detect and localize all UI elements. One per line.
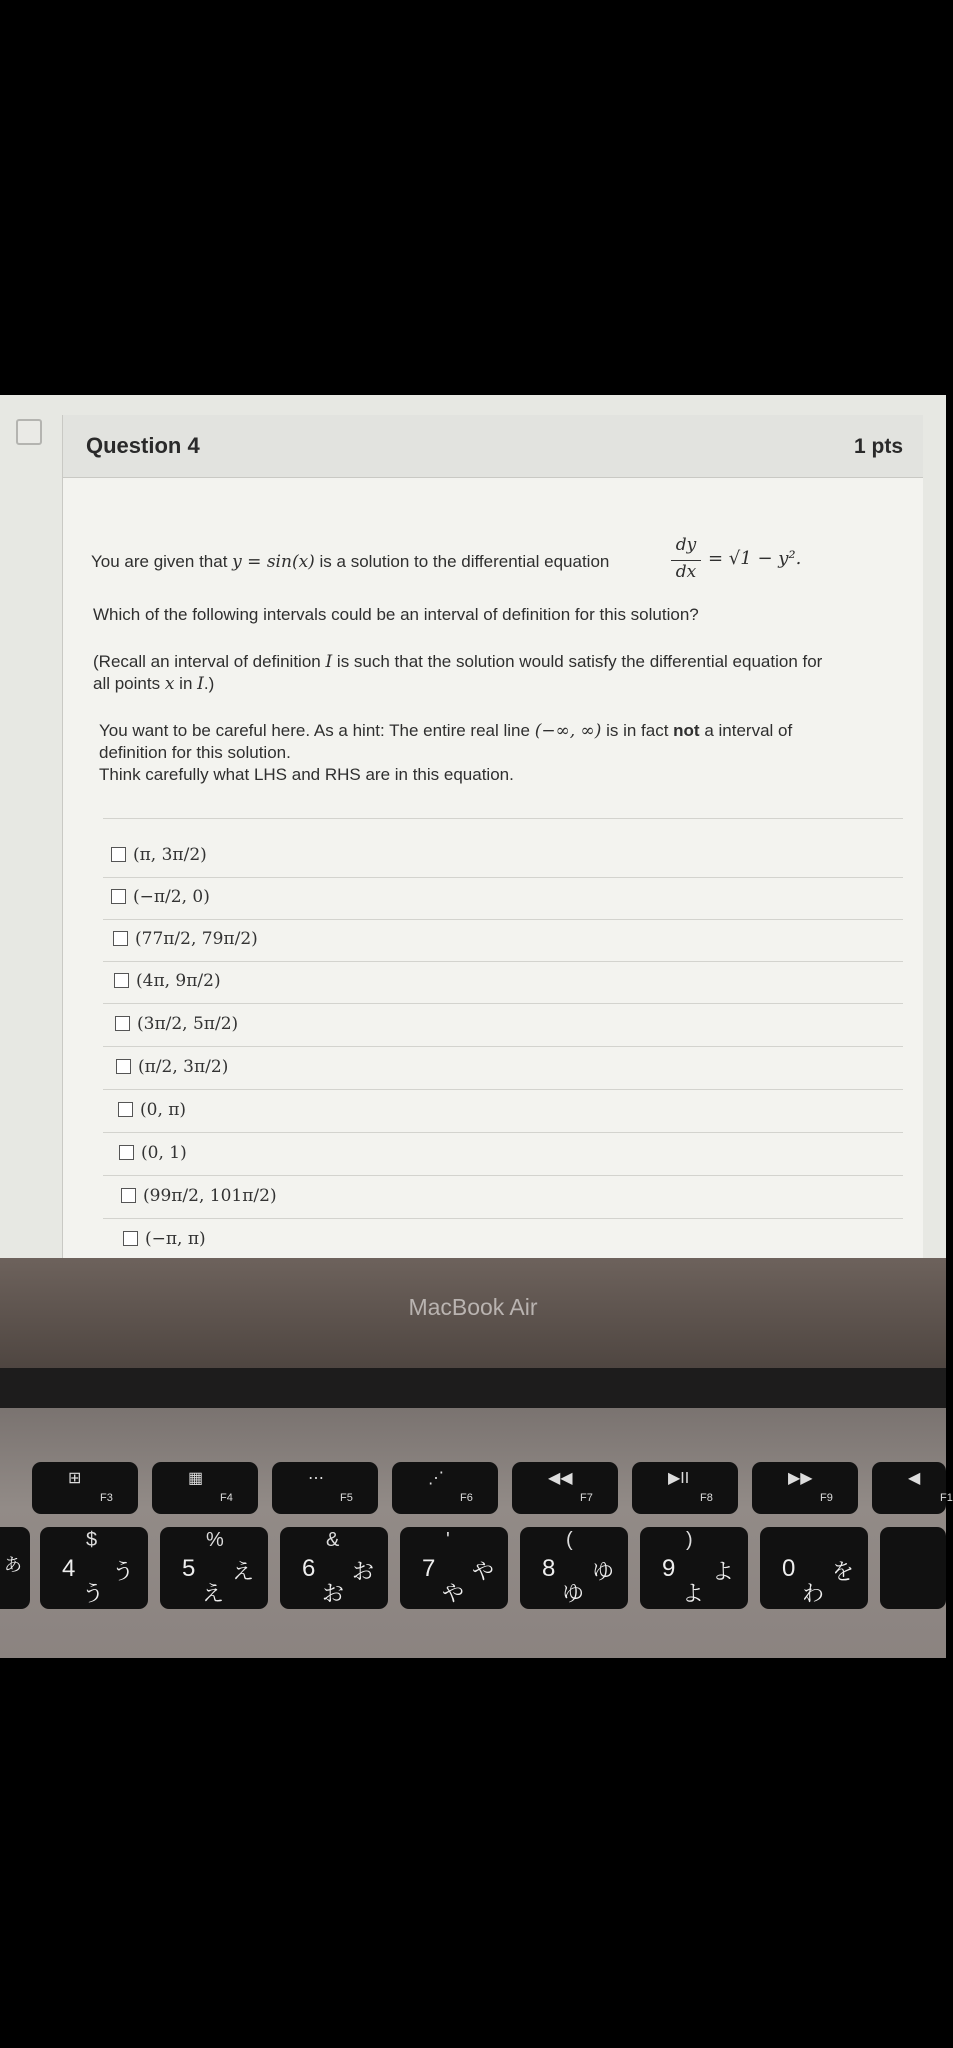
- key-kana-lower: ゆ: [562, 1581, 585, 1606]
- option-checkbox[interactable]: [113, 931, 128, 946]
- option-checkbox[interactable]: [111, 889, 126, 904]
- key-kana: う: [112, 1559, 135, 1584]
- rewind-icon: ◀◀: [548, 1470, 573, 1487]
- option-label: (π/2, 3π/2): [138, 1057, 229, 1077]
- derivative-denominator: dx: [675, 562, 697, 582]
- key-symbol: ): [686, 1529, 693, 1551]
- key-number: 9: [662, 1555, 676, 1582]
- option-label: (0, π): [140, 1100, 187, 1120]
- option-divider: [103, 919, 903, 920]
- function-key-label: F9: [820, 1492, 833, 1504]
- hint-note: You want to be careful here. As a hint: The entire real line (−∞, ∞) is in fact not a interval of definition for this solution. Think carefully what LHS and RHS are in this equation.: [99, 721, 793, 784]
- option-checkbox[interactable]: [123, 1231, 138, 1246]
- key-kana-lower: や: [442, 1581, 465, 1606]
- key-number: 6: [302, 1555, 316, 1582]
- key-kana-lower: わ: [802, 1581, 825, 1606]
- answer-option[interactable]: [111, 843, 207, 867]
- answer-option[interactable]: [118, 1098, 186, 1122]
- keyboard-dim-icon: ⋯: [308, 1470, 324, 1487]
- launchpad-icon: ▦: [188, 1470, 204, 1487]
- key-kana-lower: う: [82, 1581, 105, 1606]
- key-symbol: %: [206, 1529, 224, 1551]
- answer-option[interactable]: [123, 1227, 206, 1251]
- option-checkbox[interactable]: [115, 1016, 130, 1031]
- question-title: Question 4: [86, 433, 200, 458]
- key-symbol: $: [86, 1529, 98, 1551]
- key-kana: を: [832, 1559, 855, 1584]
- option-label: (−π, π): [145, 1229, 206, 1249]
- function-key[interactable]: [512, 1462, 618, 1514]
- number-key[interactable]: [520, 1527, 628, 1609]
- key-number: 7: [422, 1555, 436, 1582]
- mission-control-icon: ⊞: [68, 1470, 82, 1487]
- key-symbol: &: [326, 1529, 340, 1551]
- key-kana: ゆ: [592, 1559, 615, 1584]
- option-divider: [103, 1132, 903, 1133]
- derivative-numerator: dy: [675, 535, 697, 555]
- option-divider: [103, 1003, 903, 1004]
- option-checkbox[interactable]: [114, 973, 129, 988]
- option-label: (3π/2, 5π/2): [137, 1014, 239, 1034]
- function-key-label: F6: [460, 1492, 473, 1504]
- key-kana-lower: お: [322, 1581, 345, 1606]
- option-label: (4π, 9π/2): [136, 971, 221, 991]
- option-label: (−π/2, 0): [133, 887, 210, 907]
- number-key[interactable]: [400, 1527, 508, 1609]
- play-pause-icon: ▶II: [668, 1470, 690, 1487]
- function-key-label: F4: [220, 1492, 233, 1504]
- minus-key[interactable]: [880, 1527, 946, 1609]
- option-label: (99π/2, 101π/2): [143, 1186, 277, 1206]
- answer-option[interactable]: [116, 1055, 228, 1079]
- option-checkbox[interactable]: [116, 1059, 131, 1074]
- function-key[interactable]: [632, 1462, 738, 1514]
- flag-icon[interactable]: [16, 419, 42, 445]
- question-line-1: You are given that y = sin(x) is a solution to the differential equation: [91, 552, 610, 572]
- key-number: 0: [782, 1555, 796, 1582]
- option-checkbox[interactable]: [118, 1102, 133, 1117]
- key-kana: よ: [712, 1559, 735, 1584]
- function-key-label: F3: [100, 1492, 113, 1504]
- function-key[interactable]: [32, 1462, 138, 1514]
- option-checkbox[interactable]: [111, 847, 126, 862]
- function-key-label: F1: [940, 1492, 953, 1504]
- option-divider: [103, 1218, 903, 1219]
- answer-option[interactable]: [119, 1141, 187, 1165]
- option-label: (π, 3π/2): [133, 845, 207, 865]
- number-key[interactable]: [640, 1527, 748, 1609]
- laptop-hinge: [0, 1368, 946, 1408]
- answer-option[interactable]: [111, 885, 210, 909]
- mute-icon: ◀: [908, 1470, 921, 1487]
- option-divider: [103, 877, 903, 878]
- question-card: [62, 415, 923, 1260]
- brand-label: MacBook Air: [408, 1294, 538, 1320]
- question-points: 1 pts: [853, 435, 903, 458]
- key-number: 4: [62, 1555, 76, 1582]
- divider: [103, 818, 903, 819]
- number-key[interactable]: [160, 1527, 268, 1609]
- function-key[interactable]: [752, 1462, 858, 1514]
- option-label: (0, 1): [141, 1143, 187, 1163]
- function-key[interactable]: [152, 1462, 258, 1514]
- key-kana: え: [232, 1559, 255, 1584]
- key-kana: お: [352, 1559, 375, 1584]
- answer-option[interactable]: [115, 1012, 238, 1036]
- answer-option[interactable]: [113, 927, 258, 951]
- option-divider: [103, 961, 903, 962]
- function-key-label: F8: [700, 1492, 713, 1504]
- function-key-label: F7: [580, 1492, 593, 1504]
- option-divider: [103, 1089, 903, 1090]
- equation-rhs: = √1 − y².: [708, 548, 802, 569]
- answer-option[interactable]: [121, 1184, 277, 1208]
- option-checkbox[interactable]: [121, 1188, 136, 1203]
- key-number: 8: [542, 1555, 556, 1582]
- fraction-bar: [671, 560, 701, 561]
- function-key[interactable]: [272, 1462, 378, 1514]
- recall-note: (Recall an interval of definition I is such that the solution would satisfy the differential equation for all points x in I.): [93, 652, 823, 694]
- key-kana: あ: [4, 1555, 22, 1575]
- number-key[interactable]: [40, 1527, 148, 1609]
- function-key-label: F5: [340, 1492, 353, 1504]
- number-key[interactable]: [0, 1527, 30, 1609]
- key-symbol: (: [566, 1529, 573, 1551]
- option-label: (77π/2, 79π/2): [135, 929, 258, 949]
- key-number: 5: [182, 1555, 196, 1582]
- key-symbol: ': [446, 1529, 450, 1551]
- answer-option[interactable]: [114, 969, 221, 993]
- option-divider: [103, 1046, 903, 1047]
- question-line-2: Which of the following intervals could be an interval of definition for this solution?: [93, 605, 699, 624]
- keyboard-bright-icon: ⋰: [428, 1470, 444, 1487]
- number-key[interactable]: [280, 1527, 388, 1609]
- question-header: [63, 415, 923, 478]
- key-kana: や: [472, 1559, 495, 1584]
- function-key[interactable]: [392, 1462, 498, 1514]
- number-key[interactable]: [760, 1527, 868, 1609]
- key-kana-lower: え: [202, 1581, 225, 1606]
- fast-forward-icon: ▶▶: [788, 1470, 813, 1487]
- key-kana-lower: よ: [682, 1581, 705, 1606]
- option-divider: [103, 1175, 903, 1176]
- quiz-screen: [0, 395, 946, 1260]
- option-checkbox[interactable]: [119, 1145, 134, 1160]
- function-key[interactable]: [872, 1462, 953, 1514]
